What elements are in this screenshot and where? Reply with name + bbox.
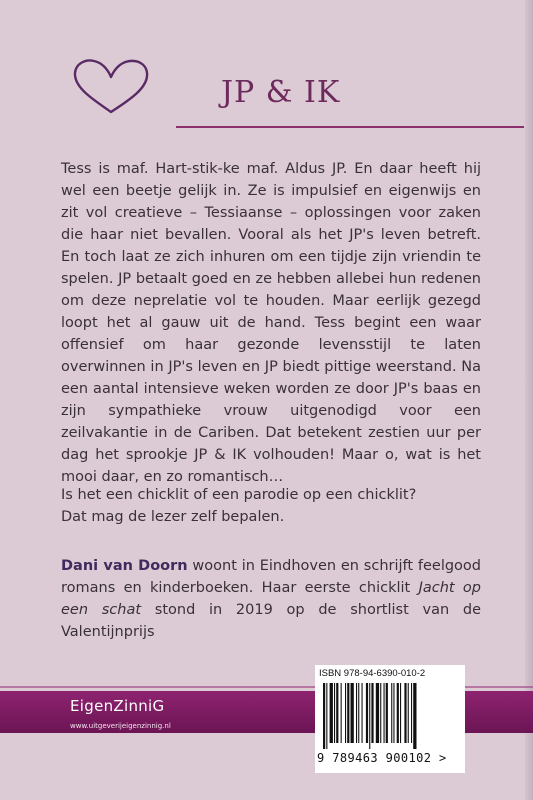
book-title: JP & IK (221, 75, 341, 110)
barcode-bars (323, 683, 447, 749)
barcode-bar (413, 683, 416, 749)
author-name: Dani van Doorn (61, 558, 188, 574)
barcode-bar (341, 683, 342, 743)
barcode-bar (345, 683, 346, 743)
barcode-bar (362, 683, 363, 743)
barcode-bar (380, 683, 381, 743)
question-text (61, 484, 481, 528)
blurb-text (61, 158, 481, 488)
barcode-bar (358, 683, 359, 743)
author-bio (61, 555, 481, 643)
barcode-bar (326, 683, 327, 749)
barcode-bar (400, 683, 401, 743)
question-line-2: Dat mag de lezer zelf bepalen. (61, 509, 285, 525)
barcode-bar (336, 683, 338, 743)
isbn-label: ISBN 978-94-6390-010-2 (319, 668, 426, 679)
barcode-bar (386, 683, 388, 743)
barcode-bar (384, 683, 385, 743)
barcode-bar (371, 683, 373, 743)
question-line-1: Is het een chicklit of een parodie op een chicklit? (61, 487, 417, 503)
barcode-bar (404, 683, 406, 743)
barcode-bar (334, 683, 335, 743)
title-divider (176, 126, 524, 128)
barcode-bar (356, 683, 357, 743)
spine-edge (525, 0, 533, 800)
barcode-bar (376, 683, 379, 743)
barcode-bar (347, 683, 349, 743)
barcode-bar (393, 683, 394, 743)
blurb-paragraph: Tess is maf. Hart-stik-ke maf. Aldus JP. En daar heeft hij wel een beetje gelijk in. Ze is impulsief en eigenwijs en zit vol creatieve – Tessiaanse – oplossingen voor zaken die haar niet bevallen. Vooral als het JP's leven betreft. En toch laat ze zich inhuren om een tijdje zijn vriendin te spelen. JP betaalt goed en ze hebben allebei hun redenen om deze neprelatie vol te houden. Maar eerlijk gezegd loopt het al gauw uit de hand. Tess begint een waar offensief om haar gezonde levensstijl te laten overwinnen in JP's leven en JP biedt pittige weerstand. Na een aantal intensieve weken worden ze door JP's baas en zijn sympathieke vrouw uitgenodigd voor een zeilvakantie in de Cariben. Dat betekent zestien uur per dag het sprookje JP & IK volhouden! Maar o, wat is het mooi daar, en zo romantisch… (61, 161, 481, 485)
publisher-url: www.uitgeverijeigenzinnig.nl (70, 722, 171, 730)
bio-text-1: woont in Eindhoven en schrijft feelgood romans en kinderboeken. Haar eerste chicklit (61, 558, 481, 596)
barcode-bar (330, 683, 333, 743)
barcode-bar (408, 683, 409, 743)
barcode-box (315, 665, 465, 773)
previous-book-title: Jacht op een schat (61, 580, 481, 618)
barcode-bar (397, 683, 399, 743)
barcode-bar (369, 683, 370, 749)
barcode-bar (351, 683, 354, 743)
barcode-bar (323, 683, 325, 749)
barcode-bar (391, 683, 392, 743)
heart-outline-icon (70, 58, 152, 116)
barcode-bar (411, 683, 412, 743)
bio-text-2: stond in 2019 op de shortlist van de Valentijnprijs (61, 602, 481, 640)
barcode-digits: 9 789463 900102 > (317, 751, 447, 765)
publisher-logo: EigenZinniG (70, 697, 165, 715)
barcode-bar (366, 683, 368, 743)
